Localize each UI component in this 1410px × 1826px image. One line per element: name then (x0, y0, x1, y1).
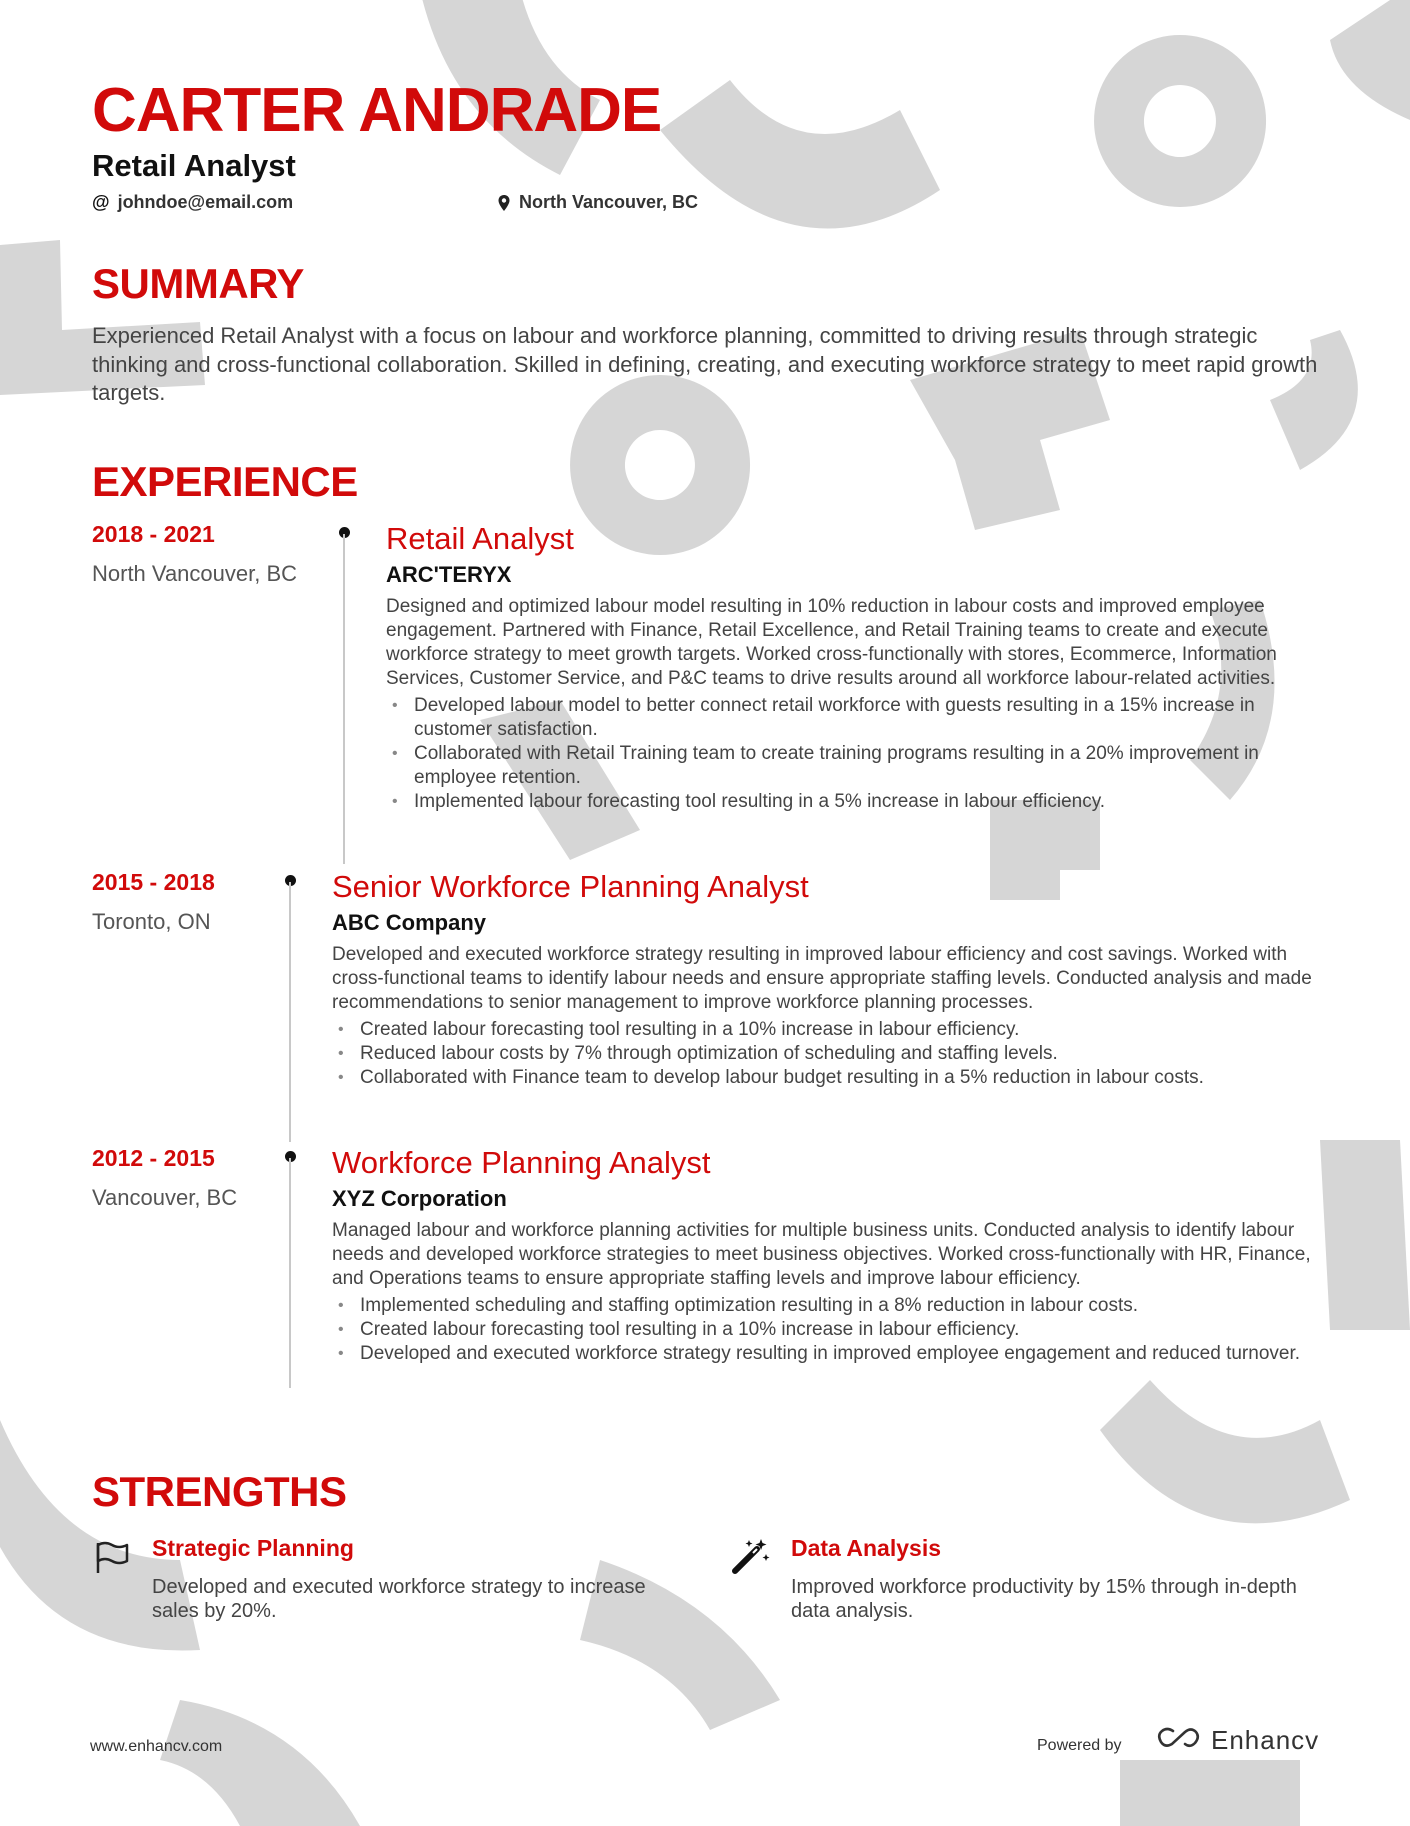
job-description: Managed labour and workforce planning activities for multiple business units. Conducted analysis to identify labour needs and developed workforce strategies to meet business objectives. Worked cross-functionally with HR, Finance, and Operations teams to ensure appropriate staffing levels and improve labour efficiency. (332, 1220, 1311, 1289)
enhancv-logo-icon (1155, 1725, 1201, 1756)
contact-email[interactable] (92, 192, 293, 213)
flag-icon (92, 1537, 132, 1577)
strength-item (731, 1535, 1331, 1625)
job-bullets (332, 1294, 1322, 1366)
strength-description: Developed and executed workforce strategy to increase sales by 20%. (152, 1576, 646, 1622)
strengths-heading: STRENGTHS (92, 1468, 347, 1515)
at-icon: @ (92, 192, 110, 212)
job-title: Retail Analyst (386, 521, 574, 556)
location-text: North Vancouver, BC (519, 192, 699, 212)
job-dates: 2018 - 2021 (92, 521, 215, 547)
job-title: Senior Workforce Planning Analyst (332, 869, 809, 904)
strength-title: Data Analysis (791, 1535, 941, 1561)
brand-name: Enhancv (1211, 1725, 1320, 1755)
job-dates: 2015 - 2018 (92, 869, 215, 895)
timeline-line (289, 1158, 291, 1388)
bullet-item: • Created labour forecasting tool resulting in a 10% increase in labour efficiency. (338, 1319, 1020, 1340)
email-text: johndoe@email.com (117, 192, 294, 212)
bullet-item: • Implemented scheduling and staffing optimization resulting in a 8% reduction in labour costs. (338, 1295, 1139, 1316)
summary-heading: SUMMARY (92, 260, 304, 307)
job-bullets (332, 1018, 1322, 1090)
footer-brand[interactable] (1155, 1725, 1319, 1756)
bullet-item: • Collaborated with Retail Training team to create training programs resulting in a 20% improvement in employee retention. (392, 743, 1259, 788)
magic-wand-icon (731, 1537, 771, 1577)
bullet-item: • Reduced labour costs by 7% through optimization of scheduling and staffing levels. (338, 1043, 1058, 1064)
job-description: Designed and optimized labour model resulting in 10% reduction in labour costs and improved employee engagement. Partnered with Finance, Retail Excellence, and Retail Training teams to create and execute workforce strategy to meet growth targets. Worked cross-functionally with stores, Ecommerce, Information Services, Customer Service, and P&C teams to drive results around all workforce labour-related activities. (386, 596, 1277, 689)
job-bullets (386, 694, 1326, 814)
timeline-line (343, 534, 345, 864)
job-description: Developed and executed workforce strategy resulting in improved labour efficiency and cost savings. Worked with cross-functional teams to identify labour needs and ensure appropriate staffing levels. Conducted analysis and made recommendations to senior management to improve workforce planning processes. (332, 944, 1312, 1013)
job-entry (332, 1144, 1322, 1366)
bullet-item: • Created labour forecasting tool resulting in a 10% increase in labour efficiency. (338, 1019, 1020, 1040)
strength-title: Strategic Planning (152, 1535, 354, 1561)
job-company: XYZ Corporation (332, 1186, 507, 1211)
experience-heading: EXPERIENCE (92, 458, 358, 505)
summary-text: Experienced Retail Analyst with a focus on labour and workforce planning, committed to driving results through strategic thinking and cross-functional collaboration. Skilled in defining, creating, and executing workforce strategy to meet rapid growth targets. (92, 323, 1318, 405)
job-dates: 2012 - 2015 (92, 1145, 215, 1171)
contact-location (497, 192, 698, 213)
candidate-role: Retail Analyst (92, 148, 296, 183)
bullet-item: • Collaborated with Finance team to develop labour budget resulting in a 5% reduction in labour costs. (338, 1067, 1204, 1088)
candidate-name: CARTER ANDRADE (92, 76, 662, 145)
bullet-item: • Implemented labour forecasting tool resulting in a 5% increase in labour efficiency. (392, 791, 1106, 812)
bullet-item: • Developed and executed workforce strategy resulting in improved employee engagement and reduced turnover. (338, 1343, 1301, 1364)
job-company: ABC Company (332, 910, 487, 935)
footer-powered-by: Powered by (1037, 1737, 1122, 1754)
map-pin-icon (497, 194, 511, 212)
job-entry (386, 520, 1326, 814)
job-location: Toronto, ON (92, 909, 211, 934)
footer-url[interactable]: www.enhancv.com (90, 1738, 223, 1755)
job-title: Workforce Planning Analyst (332, 1145, 711, 1180)
job-location: North Vancouver, BC (92, 561, 298, 586)
bullet-item: • Developed labour model to better connect retail workforce with guests resulting in a 15% increase in customer satisfaction. (392, 695, 1255, 740)
job-entry (332, 868, 1322, 1090)
job-location: Vancouver, BC (92, 1185, 238, 1210)
strength-item (92, 1535, 692, 1625)
job-company: ARC'TERYX (386, 562, 512, 587)
strength-description: Improved workforce productivity by 15% through in-depth data analysis. (791, 1576, 1297, 1622)
timeline-line (289, 882, 291, 1142)
